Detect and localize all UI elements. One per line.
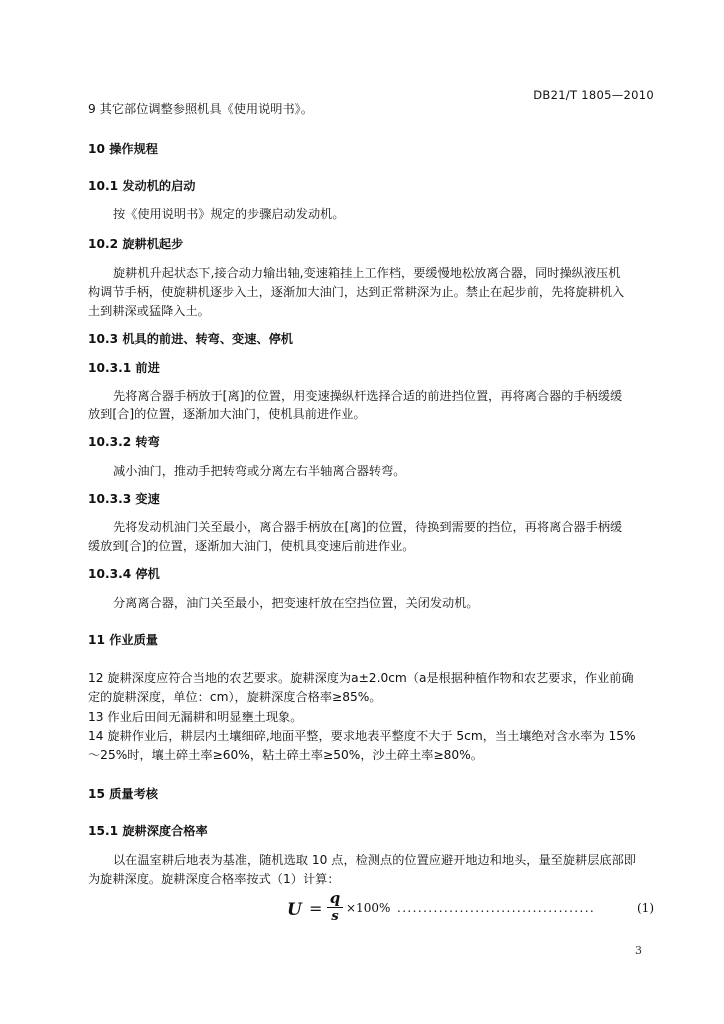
paragraph-15-1-line-1: 以在温室耕后地表为基准，随机选取 10 点，检测点的位置应避开地边和地头，量至旋耕层底部即 [113,853,636,867]
clause-12-line-1: 12 旋耕深度应符合当地的农艺要求。旋耕深度为a±2.0cm（a是根据种植作物和农艺要求，作业前确 [88,671,634,685]
clause-14-line-2: ～25%时，壤土碎土率≥60%，粘土碎土率≥50%，沙土碎土率≥80%。 [88,748,483,762]
paragraph-10-2-line-2: 构调节手柄，使旋耕机逐步入土，逐渐加大油门，达到正常耕深为止。禁止在起步前，先将旋耕机入 [88,285,625,299]
paragraph-10-3-3-line-2: 缓放到[合]的位置，逐渐加大油门，使机具变速后前进作业。 [88,539,415,553]
section-heading-10-3-4: 10.3.4 停机 [88,567,160,581]
paragraph-10-3-4: 分离离合器，油门关至最小，把变速杆放在空挡位置，关闭发动机。 [113,596,479,610]
clause-12-line-2: 定的旋耕深度，单位：cm），旋耕深度合格率≥85%。 [88,690,382,704]
formula-equals: = [309,899,323,918]
paragraph-10-3-1-line-2: 放到[合]的位置，逐渐加大油门，使机具前进作业。 [88,407,366,421]
formula-factor: ×100% [346,901,391,915]
paragraph-10-2-line-1: 旋耕机升起状态下,接合动力输出轴,变速箱挂上工作档，要缓慢地松放离合器，同时操纵液压机 [113,266,621,280]
paragraph-10-3-1-line-1: 先将离合器手柄放于[离]的位置，用变速操纵杆选择合适的前进挡位置，再将离合器的手柄缓缓 [113,389,623,403]
section-heading-10-3-1: 10.3.1 前进 [88,361,160,375]
section-heading-10-1: 10.1 发动机的启动 [88,179,196,193]
standard-code-header: DB21/T 1805—2010 [533,88,654,102]
formula-lhs: U [287,900,302,920]
section-heading-15: 15 质量考核 [88,787,158,801]
section-heading-11: 11 作业质量 [88,633,158,647]
paragraph-10-1: 按《使用说明书》规定的步骤启动发动机。 [113,207,345,221]
section-heading-15-1: 15.1 旋耕深度合格率 [88,824,208,838]
clause-13: 13 作业后田间无漏耕和明显壅土现象。 [88,710,303,724]
clause-14-line-1: 14 旋耕作业后，耕层内土壤细碎,地面平整，要求地表平整度不大于 5cm，当土壤绝对含水率为 15% [88,729,636,743]
section-heading-10-3: 10.3 机具的前进、转弯、变速、停机 [88,332,293,346]
paragraph-10-3-3-line-1: 先将发动机油门关至最小，离合器手柄放在[离]的位置，待换到需要的挡位，再将离合器手柄缓 [113,520,623,534]
page-number: 3 [635,944,642,957]
formula-fraction [327,890,343,925]
clause-9: 9 其它部位调整参照机具《使用说明书》。 [88,102,313,116]
section-heading-10-3-3: 10.3.3 变速 [88,492,160,506]
formula-leader-dots: ...................................... [397,901,596,915]
formula-denominator: s [331,909,339,924]
section-heading-10-3-2: 10.3.2 转弯 [88,435,160,449]
paragraph-15-1-line-2: 为旋耕深度。旋耕深度合格率按式（1）计算： [88,872,340,886]
paragraph-10-2-line-3: 土到耕深或猛降入土。 [88,304,210,318]
section-heading-10: 10 操作规程 [88,142,158,156]
formula-numerator: q [329,889,341,907]
formula-reference-number: (1) [637,901,654,915]
section-heading-10-2: 10.2 旋耕机起步 [88,237,184,251]
paragraph-10-3-2: 减小油门，推动手把转弯或分离左右半轴离合器转弯。 [113,464,406,478]
